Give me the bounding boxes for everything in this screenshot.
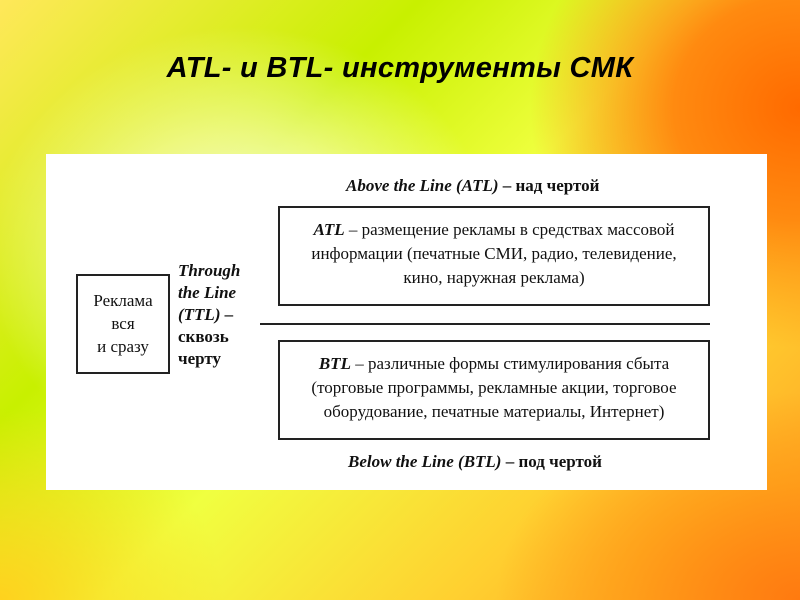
diagram-panel <box>46 154 767 490</box>
btl-box-line-2: (торговые программы, рекламные акции, торговое <box>311 378 677 397</box>
through-the-line-label <box>178 260 268 370</box>
ttl-line-4: сквозь <box>178 327 229 346</box>
left-box-line-3: и сразу <box>97 337 149 356</box>
atl-box-text-1: – размещение рекламы в средствах массовой <box>344 220 675 239</box>
advertising-all-at-once-box <box>76 274 170 374</box>
atl-box-line-3: кино, наружная реклама) <box>403 268 585 287</box>
ttl-line-3: (TTL) – <box>178 305 234 324</box>
left-box-line-1: Реклама <box>93 291 153 310</box>
atl-box-line-1 <box>280 218 708 242</box>
ttl-line-1: Through <box>178 261 241 280</box>
below-line-heading-en: Below the Line (BTL) <box>348 452 502 471</box>
left-box-line-2: вся <box>111 314 135 333</box>
above-line-heading <box>346 176 599 196</box>
atl-box-line-2: информации (печатные СМИ, радио, телевидение, <box>311 244 677 263</box>
ttl-line-5: черту <box>178 349 221 368</box>
atl-box <box>278 206 710 306</box>
above-line-heading-en: Above the Line (ATL) <box>346 176 499 195</box>
btl-box-text-1: – различные формы стимулирования сбыта <box>350 354 670 373</box>
btl-box-line-1 <box>280 352 708 376</box>
btl-box-line-3: оборудование, печатные материалы, Интернет) <box>323 402 665 421</box>
slide-title: ATL- и BTL- инструменты СМК <box>166 52 634 84</box>
btl-box <box>278 340 710 440</box>
below-line-heading <box>348 452 602 472</box>
atl-abbr: ATL <box>313 220 345 239</box>
btl-abbr: BTL <box>318 354 351 373</box>
below-line-heading-ru: – под чертой <box>501 452 602 471</box>
dividing-line <box>260 323 710 325</box>
ttl-line-2: the Line <box>178 283 237 302</box>
above-line-heading-ru: – над чертой <box>498 176 600 195</box>
